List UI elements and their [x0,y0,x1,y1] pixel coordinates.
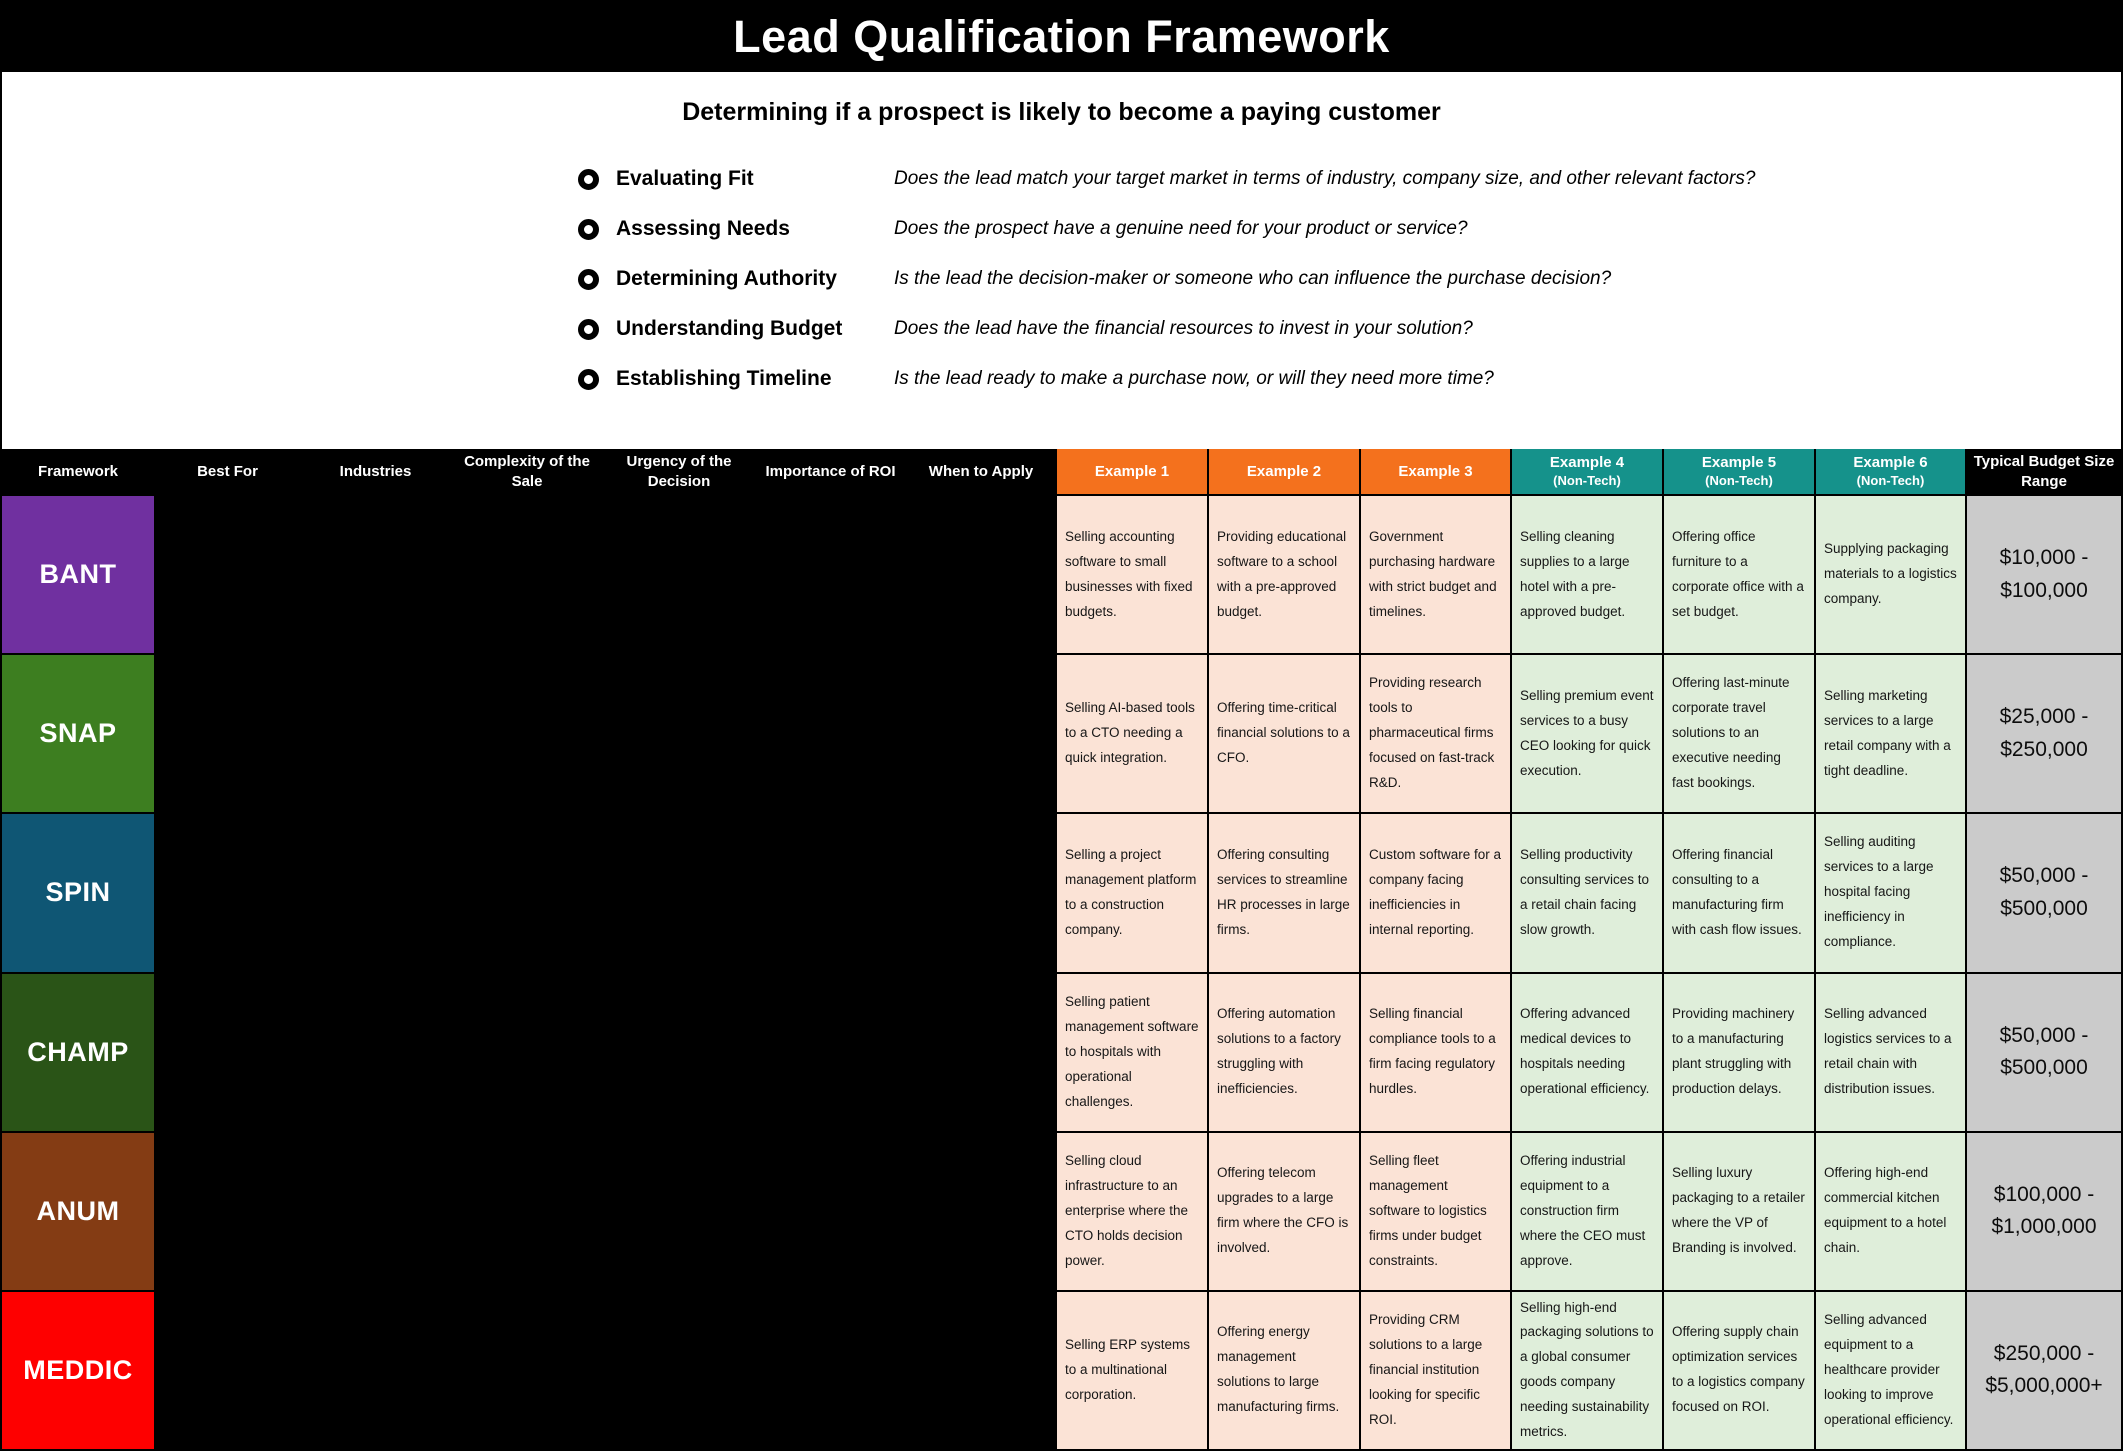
hidden-cell [156,1133,299,1290]
example-cell: Providing research tools to pharmaceutical firms focused on fast-track R&D. [1361,655,1510,812]
circle-bullet-icon [578,169,599,190]
example-cell: Selling AI-based tools to a CTO needing a quick integration. [1057,655,1207,812]
hidden-cell [907,814,1055,971]
framework-cell-champ: CHAMP [2,974,154,1131]
title-bar [2,2,2121,72]
page-title: Lead Qualification Framework [733,11,1390,62]
hidden-cell [756,1292,905,1449]
hidden-cell [756,814,905,971]
hidden-cell [452,1133,602,1290]
budget-cell: $50,000 - $500,000 [1967,814,2121,971]
circle-bullet-icon [578,369,599,390]
column-header-budget: Typical Budget Size Range [1967,449,2121,494]
criterion-label: Evaluating Fit [616,167,754,190]
hidden-cell [604,1133,754,1290]
criteria-list [578,154,1755,404]
criterion-label: Understanding Budget [616,317,843,340]
budget-cell: $100,000 - $1,000,000 [1967,1133,2121,1290]
column-header-when-to-apply: When to Apply [907,449,1055,494]
example-cell: Offering office furniture to a corporate office with a set budget. [1664,496,1814,653]
example-cell: Offering financial consulting to a manufacturing firm with cash flow issues. [1664,814,1814,971]
criterion-row [578,254,1755,304]
hidden-cell [301,496,450,653]
hidden-cell [756,1133,905,1290]
example-cell: Offering energy management solutions to large manufacturing firms. [1209,1292,1359,1449]
example-cell: Custom software for a company facing inefficiencies in internal reporting. [1361,814,1510,971]
example-cell: Selling productivity consulting services to a retail chain facing slow growth. [1512,814,1662,971]
column-header-roi: Importance of ROI [756,449,905,494]
budget-cell: $250,000 - $5,000,000+ [1967,1292,2121,1449]
hidden-cell [907,655,1055,812]
example-cell: Offering telecom upgrades to a large firm where the CFO is involved. [1209,1133,1359,1290]
column-header-complexity: Complexity of the Sale [452,449,602,494]
example-cell: Selling accounting software to small businesses with fixed budgets. [1057,496,1207,653]
example-cell: Offering supply chain optimization services to a logistics company focused on ROI. [1664,1292,1814,1449]
column-header-example-5: Example 5 (Non-Tech) [1664,449,1814,494]
criterion-description: Does the prospect have a genuine need for your product or service? [894,218,1468,239]
budget-cell: $25,000 - $250,000 [1967,655,2121,812]
hidden-cell [156,496,299,653]
hidden-cell [301,655,450,812]
example-cell: Selling auditing services to a large hospital facing inefficiency in compliance. [1816,814,1965,971]
criterion-row [578,204,1755,254]
column-header-example-1: Example 1 [1057,449,1207,494]
example-cell: Providing educational software to a school with a pre-approved budget. [1209,496,1359,653]
column-header-example-6: Example 6 (Non-Tech) [1816,449,1965,494]
hidden-cell [756,655,905,812]
example-cell: Providing machinery to a manufacturing plant struggling with production delays. [1664,974,1814,1131]
column-header-example-3: Example 3 [1361,449,1510,494]
example-cell: Supplying packaging materials to a logistics company. [1816,496,1965,653]
example-cell: Offering high-end commercial kitchen equipment to a hotel chain. [1816,1133,1965,1290]
example-cell: Selling financial compliance tools to a firm facing regulatory hurdles. [1361,974,1510,1131]
hidden-cell [907,496,1055,653]
criterion-description: Does the lead match your target market in terms of industry, company size, and other relevant factors? [894,168,1756,189]
hidden-cell [156,814,299,971]
hidden-cell [301,814,450,971]
criterion-description: Does the lead have the financial resources to invest in your solution? [894,318,1473,339]
criterion-row [578,354,1755,404]
budget-cell: $50,000 - $500,000 [1967,974,2121,1131]
budget-cell: $10,000 - $100,000 [1967,496,2121,653]
circle-bullet-icon [578,319,599,340]
hidden-cell [907,1292,1055,1449]
hidden-cell [301,1292,450,1449]
example-cell: Selling a project management platform to a construction company. [1057,814,1207,971]
example-cell: Selling ERP systems to a multinational corporation. [1057,1292,1207,1449]
column-header-example-2: Example 2 [1209,449,1359,494]
hidden-cell [301,974,450,1131]
column-header-urgency: Urgency of the Decision [604,449,754,494]
example-cell: Selling cleaning supplies to a large hotel with a pre-approved budget. [1512,496,1662,653]
example-cell: Selling advanced equipment to a healthcare provider looking to improve operational efficiency. [1816,1292,1965,1449]
example-cell: Selling high-end packaging solutions to a global consumer goods company needing sustainability metrics. [1512,1292,1662,1449]
example-cell: Offering automation solutions to a factory struggling with inefficiencies. [1209,974,1359,1131]
example-cell: Selling advanced logistics services to a retail chain with distribution issues. [1816,974,1965,1131]
hidden-cell [604,1292,754,1449]
framework-cell-anum: ANUM [2,1133,154,1290]
circle-bullet-icon [578,219,599,240]
column-header-framework: Framework [2,449,154,494]
hidden-cell [156,974,299,1131]
column-header-best-for: Best For [156,449,299,494]
example-cell: Selling patient management software to hospitals with operational challenges. [1057,974,1207,1131]
hidden-cell [452,1292,602,1449]
framework-cell-spin: SPIN [2,814,154,971]
hidden-cell [452,814,602,971]
framework-table [2,449,2121,1449]
framework-cell-snap: SNAP [2,655,154,812]
example-cell: Selling fleet management software to logistics firms under budget constraints. [1361,1133,1510,1290]
example-cell: Selling marketing services to a large retail company with a tight deadline. [1816,655,1965,812]
example-cell: Government purchasing hardware with strict budget and timelines. [1361,496,1510,653]
hidden-cell [452,655,602,812]
criterion-label: Assessing Needs [616,217,790,240]
circle-bullet-icon [578,269,599,290]
hidden-cell [604,655,754,812]
hidden-cell [756,974,905,1131]
example-cell: Providing CRM solutions to a large financial institution looking for specific ROI. [1361,1292,1510,1449]
hidden-cell [156,655,299,812]
criterion-label: Establishing Timeline [616,367,832,390]
criterion-label: Determining Authority [616,267,837,290]
criterion-description: Is the lead ready to make a purchase now, or will they need more time? [894,368,1494,389]
intro-section [2,98,2121,390]
example-cell: Selling cloud infrastructure to an enterprise where the CTO holds decision power. [1057,1133,1207,1290]
hidden-cell [907,974,1055,1131]
column-header-industries: Industries [301,449,450,494]
criterion-row [578,154,1755,204]
framework-cell-meddic: MEDDIC [2,1292,154,1449]
criterion-row [578,304,1755,354]
example-cell: Offering time-critical financial solutions to a CFO. [1209,655,1359,812]
hidden-cell [452,496,602,653]
framework-cell-bant: BANT [2,496,154,653]
hidden-cell [907,1133,1055,1290]
example-cell: Offering consulting services to streamline HR processes in large firms. [1209,814,1359,971]
example-cell: Selling luxury packaging to a retailer where the VP of Branding is involved. [1664,1133,1814,1290]
hidden-cell [604,496,754,653]
hidden-cell [301,1133,450,1290]
example-cell: Selling premium event services to a busy CEO looking for quick execution. [1512,655,1662,812]
hidden-cell [452,974,602,1131]
hidden-cell [604,814,754,971]
hidden-cell [756,496,905,653]
example-cell: Offering advanced medical devices to hospitals needing operational efficiency. [1512,974,1662,1131]
criterion-description: Is the lead the decision-maker or someone who can influence the purchase decision? [894,268,1612,289]
hidden-cell [156,1292,299,1449]
hidden-cell [604,974,754,1131]
subtitle: Determining if a prospect is likely to become a paying customer [682,98,1441,126]
example-cell: Offering last-minute corporate travel solutions to an executive needing fast bookings. [1664,655,1814,812]
example-cell: Offering industrial equipment to a construction firm where the CEO must approve. [1512,1133,1662,1290]
column-header-example-4: Example 4 (Non-Tech) [1512,449,1662,494]
